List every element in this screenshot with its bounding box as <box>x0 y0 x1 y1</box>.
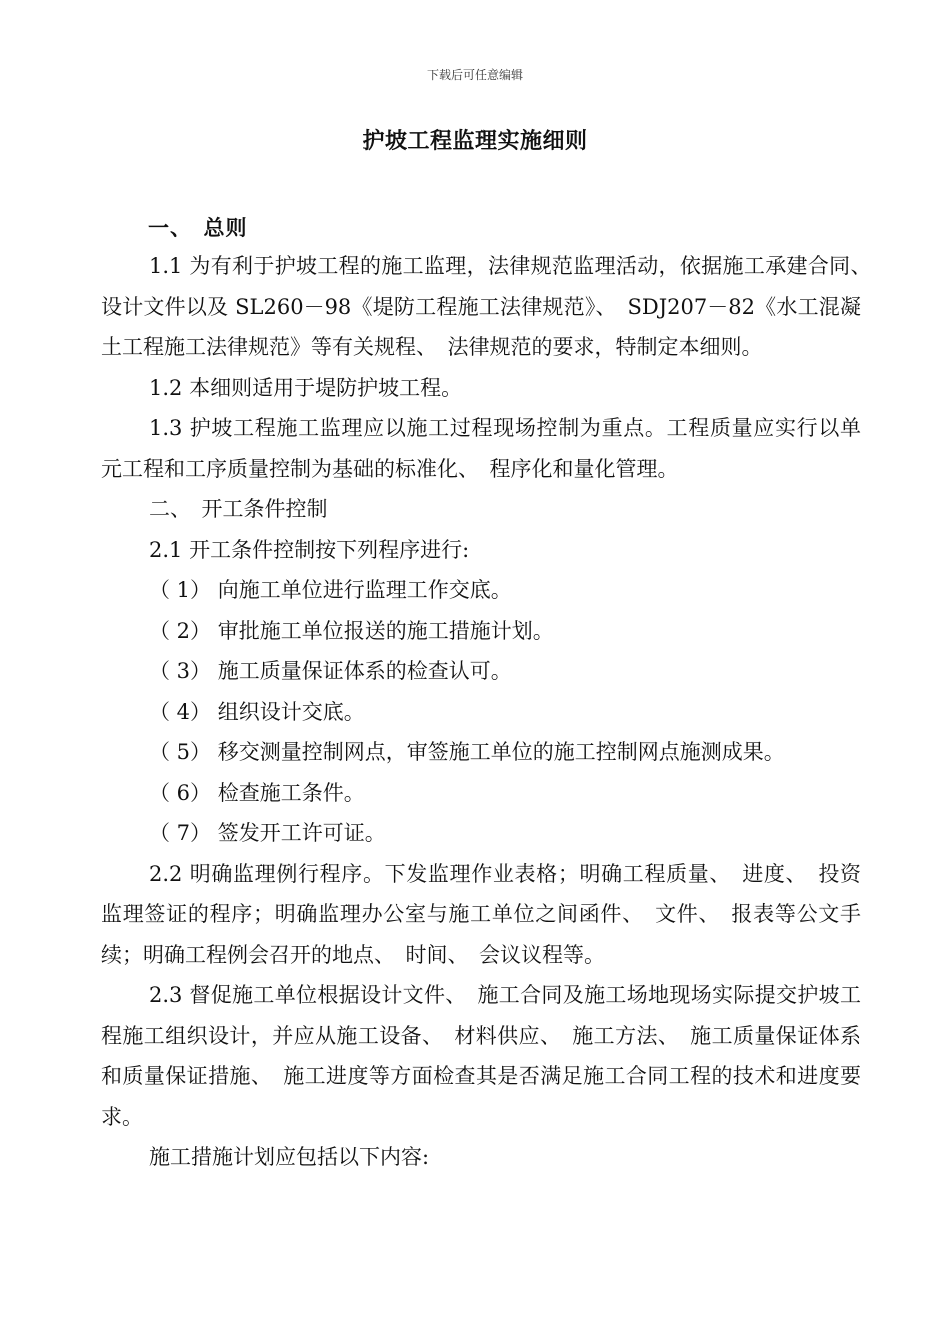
paragraph-1-1: 1.1 为有利于护坡工程的施工监理，法律规范监理活动，依据施工承建合同、 设计文件以及 SL260－98《堤防工程施工法律规范》、 SDJ207－82《水工混凝土工程施工法律规范》等有关规程、 法律规范的要求，特制定本细则。 <box>101 254 882 359</box>
paragraph-2-3: 2.3 督促施工单位根据设计文件、 施工合同及施工场地现场实际提交护坡工程施工组织设计，并应从施工设备、 材料供应、 施工方法、 施工质量保证体系和质量保证措施、 施工进度等方面检查其是否满足施工合同工程的技术和进度要求。 <box>101 983 861 1129</box>
header-note: 下载后可任意编辑 <box>426 68 523 82</box>
section-heading-start-conditions: 二、 开工条件控制 <box>149 497 328 521</box>
section-heading-general: 一、 总则 <box>148 216 248 240</box>
list-item: （ 5） 移交测量控制网点，审签施工单位的施工控制网点施测成果。 <box>149 740 785 764</box>
document-title: 护坡工程监理实施细则 <box>362 129 588 154</box>
list-item: （ 3） 施工质量保证体系的检查认可。 <box>149 659 512 683</box>
list-item: （ 4） 组织设计交底。 <box>149 699 365 724</box>
paragraph-1-3: 1.3 护坡工程施工监理应以施工过程现场控制为重点。工程质量应实行以单元工程和工序质量控制为基础的标准化、 程序化和量化管理。 <box>101 416 861 481</box>
paragraph-2-1: 2.1 开工条件控制按下列程序进行: <box>149 537 470 562</box>
paragraph-plan-contents: 施工措施计划应包括以下内容: <box>149 1145 430 1169</box>
list-item: （ 6） 检查施工条件。 <box>149 780 365 805</box>
list-item: （ 7） 签发开工许可证。 <box>149 821 386 845</box>
paragraph-1-2: 1.2 本细则适用于堤防护坡工程。 <box>149 375 463 400</box>
document-body <box>101 246 882 1178</box>
list-item: （ 1） 向施工单位进行监理工作交底。 <box>149 578 512 602</box>
paragraph-2-2: 2.2 明确监理例行程序。下发监理作业表格；明确工程质量、 进度、 投资监理签证的程序；明确监理办公室与施工单位之间函件、 文件、 报表等公文手续；明确工程例会召开的地点、 时间、 会议议程等。 <box>101 861 861 967</box>
list-item: （ 2） 审批施工单位报送的施工措施计划。 <box>149 618 554 643</box>
